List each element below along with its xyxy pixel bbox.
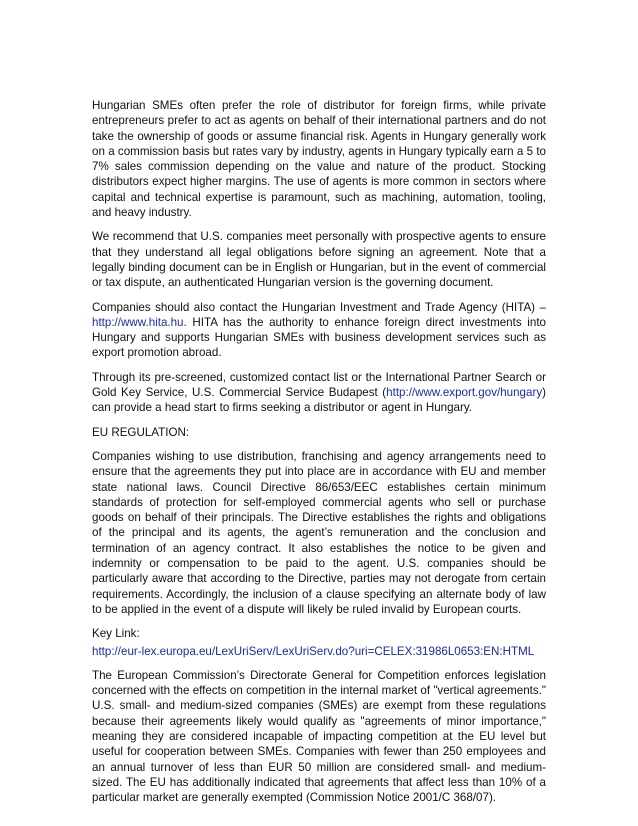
hita-text-after: . HITA has the authority to enhance foreign direct investments into Hungary and supports Hungarian SMEs with business development services such as export promotion abroad. bbox=[92, 315, 546, 360]
export-gov-link[interactable]: http://www.export.gov/hungary bbox=[386, 386, 543, 400]
paragraph-commercial-service bbox=[92, 370, 546, 416]
paragraph-eu-directive: Companies wishing to use distribution, franchising and agency arrangements need to ensure that the agreements they put into place are in accordance with EU and member state national laws. Council Directive 86/653/EEC establishes certain minimum standards of protection for self-employed commercial agents who sell or purchase goods on behalf of their principals. The Directive establishes the rights and obligations of the principal and its agents, the agent’s remuneration and the conclusion and termination of an agency contract. It also establishes the notice to be given and indemnity or compensation to be paid to the agent. U.S. companies should be particularly aware that according to the Directive, parties may not derogate from certain requirements. Accordingly, the inclusion of a clause specifying an alternate body of law to be applied in the event of a dispute will likely be ruled invalid by European courts. bbox=[92, 449, 546, 616]
paragraph-hita bbox=[92, 300, 546, 361]
commercial-service-text-before: Through its pre-screened, customized contact list or the International Partner Search or Gold Key Service, U.S. Commercial Service Budapest ( bbox=[92, 370, 546, 400]
eur-lex-link[interactable]: http://eur-lex.europa.eu/LexUriServ/LexUriServ.do?uri=CELEX:31986L0653:EN:HTML bbox=[92, 644, 535, 658]
key-link-label: Key Link: bbox=[92, 627, 140, 641]
eu-regulation-heading: EU REGULATION: bbox=[92, 425, 190, 439]
hita-link[interactable]: http://www.hita.hu bbox=[92, 315, 184, 329]
hita-text-before: Companies should also contact the Hungarian Investment and Trade Agency (HITA) – bbox=[92, 300, 546, 314]
paragraph-competition: The European Commission’s Directorate General for Competition enforces legislation concerned with the effects on competition in the internal market of "vertical agreements." U.S. small- and medium-sized companies (SMEs) are exempt from these regulations because their agreements likely would qualify as "agreements of minor importance," meaning they are considered incapable of impacting competition at the EU level but useful for cooperation between SMEs. Companies with fewer than 250 employees and an annual turnover of less than EUR 50 million are considered small- and medium-sized. The EU has additionally indicated that agreements that affect less than 10% of a particular market are generally exempted (Commission Notice 2001/C 368/07). bbox=[92, 668, 546, 805]
key-link-paragraph bbox=[92, 644, 546, 659]
paragraph-distributors-agents: Hungarian SMEs often prefer the role of distributor for foreign firms, while private entrepreneurs prefer to act as agents on behalf of their international partners and do not take the ownership of goods or assume financial risk. Agents in Hungary generally work on a commission basis but rates vary by industry, agents in Hungary typically earn a 5 to 7% sales commission depending on the value and nature of the product. Stocking distributors expect higher margins. The use of agents is more common in sectors where capital and technical expertise is paramount, such as machining, automation, tooling, and heavy industry. bbox=[92, 99, 546, 220]
document-page bbox=[92, 98, 546, 814]
paragraph-recommendation: We recommend that U.S. companies meet personally with prospective agents to ensure that they understand all legal obligations before signing an agreement. Note that a legally binding document can be in English or Hungarian, but in the event of commercial or tax dispute, an authenticated Hungarian version is the governing document. bbox=[92, 230, 546, 290]
commercial-service-text-after: ) can provide a head start to firms seeking a distributor or agent in Hungary. bbox=[92, 386, 546, 415]
